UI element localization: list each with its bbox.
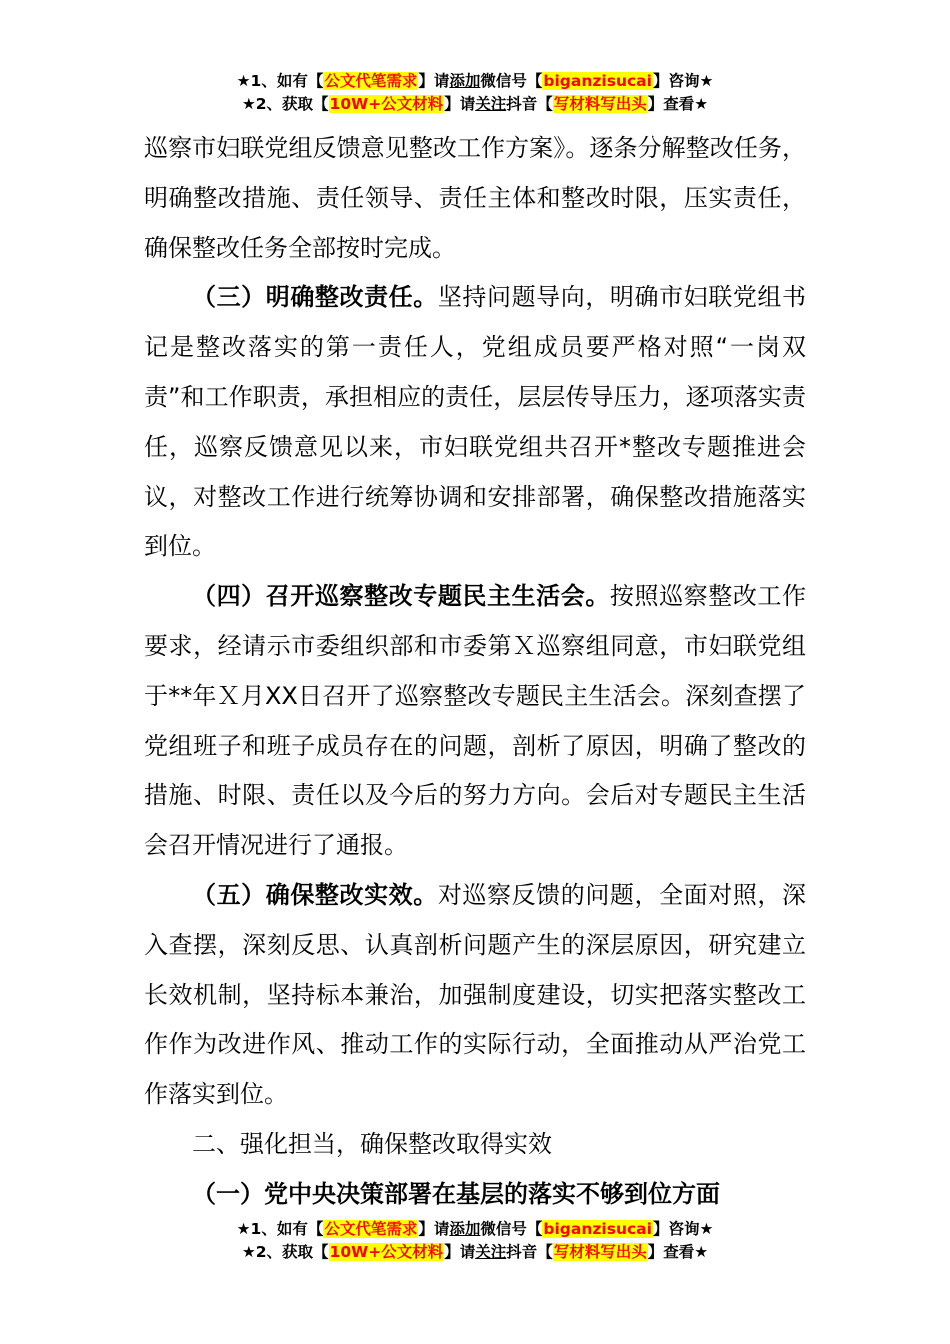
promo-text: 】请 (444, 1243, 476, 1261)
promo-text: 抖音【 (506, 95, 553, 113)
paragraph-democratic-life-meeting (144, 572, 806, 871)
promo-text: 微信号【 (480, 1220, 543, 1238)
top-promo-banner (0, 70, 950, 116)
promo-text: 抖音【 (506, 1243, 553, 1261)
promo-text: ★1、如有【 (236, 72, 324, 90)
promo-text: ★1、如有【 (236, 1220, 324, 1238)
promo-line-2 (0, 1241, 950, 1264)
promo-text: 】请 (418, 1220, 450, 1238)
paragraph-rectification-responsibility (144, 273, 806, 572)
paragraph-body: 坚持问题导向，明确市妇联党组书记是整改落实的第一责任人，党组成员要严格对照“一岗双责”和工作职责，承担相应的责任，层层传导压力，逐项落实责任，巡察反馈意见以来，市妇联党组共召开*整改专题推进会议，对整改工作进行统筹协调和安排部署，确保整改措施落实到位。 (144, 283, 807, 561)
promo-highlight: 10W+公文材料 (329, 1243, 444, 1261)
promo-underlined-text: 添加 (449, 1220, 481, 1238)
promo-underlined-text: 关注 (475, 1243, 507, 1261)
paragraph-ensure-effectiveness (144, 871, 806, 1120)
paragraph-heading: （四）召开巡察整改专题民主生活会。 (192, 582, 610, 611)
promo-highlight: biganzisucai (543, 72, 652, 90)
paragraph-continuation: 巡察市妇联党组反馈意见整改工作方案》。逐条分解整改任务，明确整改措施、责任领导、责任主体和整改时限，压实责任，确保整改任务全部按时完成。 (144, 134, 806, 262)
promo-text: 】请 (444, 95, 476, 113)
document-body (144, 124, 806, 1220)
promo-underlined-text: 添加 (449, 72, 481, 90)
promo-highlight: 公文代笔需求 (324, 1220, 418, 1238)
promo-text: 】请 (418, 72, 450, 90)
promo-highlight: 写材料写出头 (553, 95, 647, 113)
promo-highlight: 10W+公文材料 (329, 95, 444, 113)
promo-underlined-text: 关注 (475, 95, 507, 113)
promo-text: ★2、获取【 (241, 1243, 329, 1261)
paragraph-heading: （三）明确整改责任。 (192, 283, 438, 312)
section-heading: 二、强化担当，确保整改取得实效 (192, 1129, 552, 1158)
promo-text: 】查看★ (647, 95, 709, 113)
promo-text: 】咨询★ (652, 72, 714, 90)
paragraph-heading: （五）确保整改实效。 (192, 880, 438, 909)
promo-text: ★2、获取【 (241, 95, 329, 113)
promo-highlight: 写材料写出头 (553, 1243, 647, 1261)
promo-line-1 (0, 1218, 950, 1241)
promo-highlight: biganzisucai (543, 1220, 652, 1238)
paragraph-body: 按照巡察整改工作要求，经请示市委组织部和市委第Ｘ巡察组同意，市妇联党组于**年Ｘ月XX日召开了巡察整改专题民主生活会。深刻查摆了党组班子和班子成员存在的问题，剖析了原因，明确了整改的措施、时限、责任以及今后的努力方向。会后对专题民主生活会召开情况进行了通报。 (144, 582, 807, 860)
promo-line-1 (0, 70, 950, 93)
promo-highlight: 公文代笔需求 (324, 72, 418, 90)
subsection-heading: （一）党中央决策部署在基层的落实不够到位方面 (192, 1179, 720, 1208)
bottom-promo-banner (0, 1218, 950, 1264)
promo-text: 】咨询★ (652, 1220, 714, 1238)
paragraph-body: 对巡察反馈的问题，全面对照，深入查摆，深刻反思、认真剖析问题产生的深层原因，研究建立长效机制，坚持标本兼治，加强制度建设，切实把落实整改工作作为改进作风、推动工作的实际行动，全面推动从严治党工作落实到位。 (144, 880, 807, 1109)
promo-text: 微信号【 (480, 72, 543, 90)
promo-text: 】查看★ (647, 1243, 709, 1261)
promo-line-2 (0, 93, 950, 116)
